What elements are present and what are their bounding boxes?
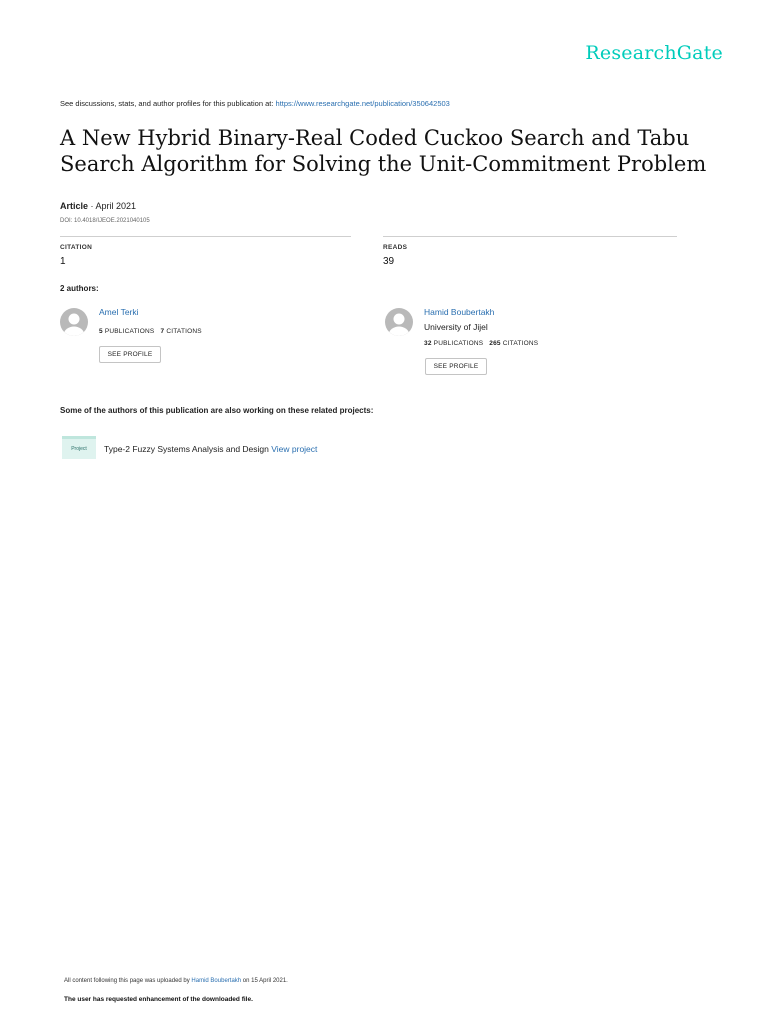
article-type: Article [60,201,89,211]
citations-label: CITATIONS [166,328,202,335]
author-stats [424,340,538,347]
avatar-icon[interactable] [60,308,88,336]
publications-label: PUBLICATIONS [104,328,155,335]
author-affiliation: University of Jijel [424,322,488,332]
project-item [104,444,317,454]
uploader-link[interactable]: Hamid Boubertakh [191,978,242,984]
citations-count: 265 [489,340,501,347]
citations-count: 7 [160,328,165,335]
upload-note [64,978,288,984]
project-name: Type-2 Fuzzy Systems Analysis and Design [104,444,272,454]
top-note-text: See discussions, stats, and author profiles for this publication at: [60,99,276,108]
reads-divider [383,236,677,237]
publications-count: 32 [424,340,432,347]
publications-count: 5 [99,328,103,335]
project-thumbnail[interactable]: Project [62,436,96,459]
related-projects-heading: Some of the authors of this publication are also working on these related projects: [60,406,374,415]
top-note [60,99,450,108]
reads-label: READS [383,244,408,251]
authors-label: 2 authors: [60,284,99,293]
publication-title: A New Hybrid Binary-Real Coded Cuckoo Search and Tabu Search Algorithm for Solving the Unit-Commitment Problem [60,126,707,176]
article-date: · April 2021 [88,201,137,211]
citation-divider [60,236,351,237]
publications-label: PUBLICATIONS [433,340,484,347]
doi: DOI: 10.4018/IJEOE.2021040105 [60,218,150,224]
upload-note-prefix: All content following this page was uploaded by [64,978,192,984]
enhancement-note: The user has requested enhancement of the downloaded file. [64,996,253,1003]
upload-note-suffix: on 15 April 2021. [241,978,288,984]
see-profile-button[interactable]: SEE PROFILE [425,358,487,375]
author-name-link[interactable]: Amel Terki [99,307,139,317]
researchgate-logo[interactable]: ResearchGate [585,42,723,64]
author-stats [99,328,202,335]
publication-url-link[interactable]: https://www.researchgate.net/publication/350642503 [275,99,450,108]
see-profile-button[interactable]: SEE PROFILE [99,346,161,363]
avatar-icon[interactable] [385,308,413,336]
citation-label: CITATION [60,244,93,251]
view-project-link[interactable]: View project [271,444,318,454]
reads-value: 39 [383,256,395,267]
citation-value: 1 [60,256,66,267]
article-meta [60,201,136,211]
citations-label: CITATIONS [502,340,539,347]
author-name-link[interactable]: Hamid Boubertakh [424,307,495,317]
